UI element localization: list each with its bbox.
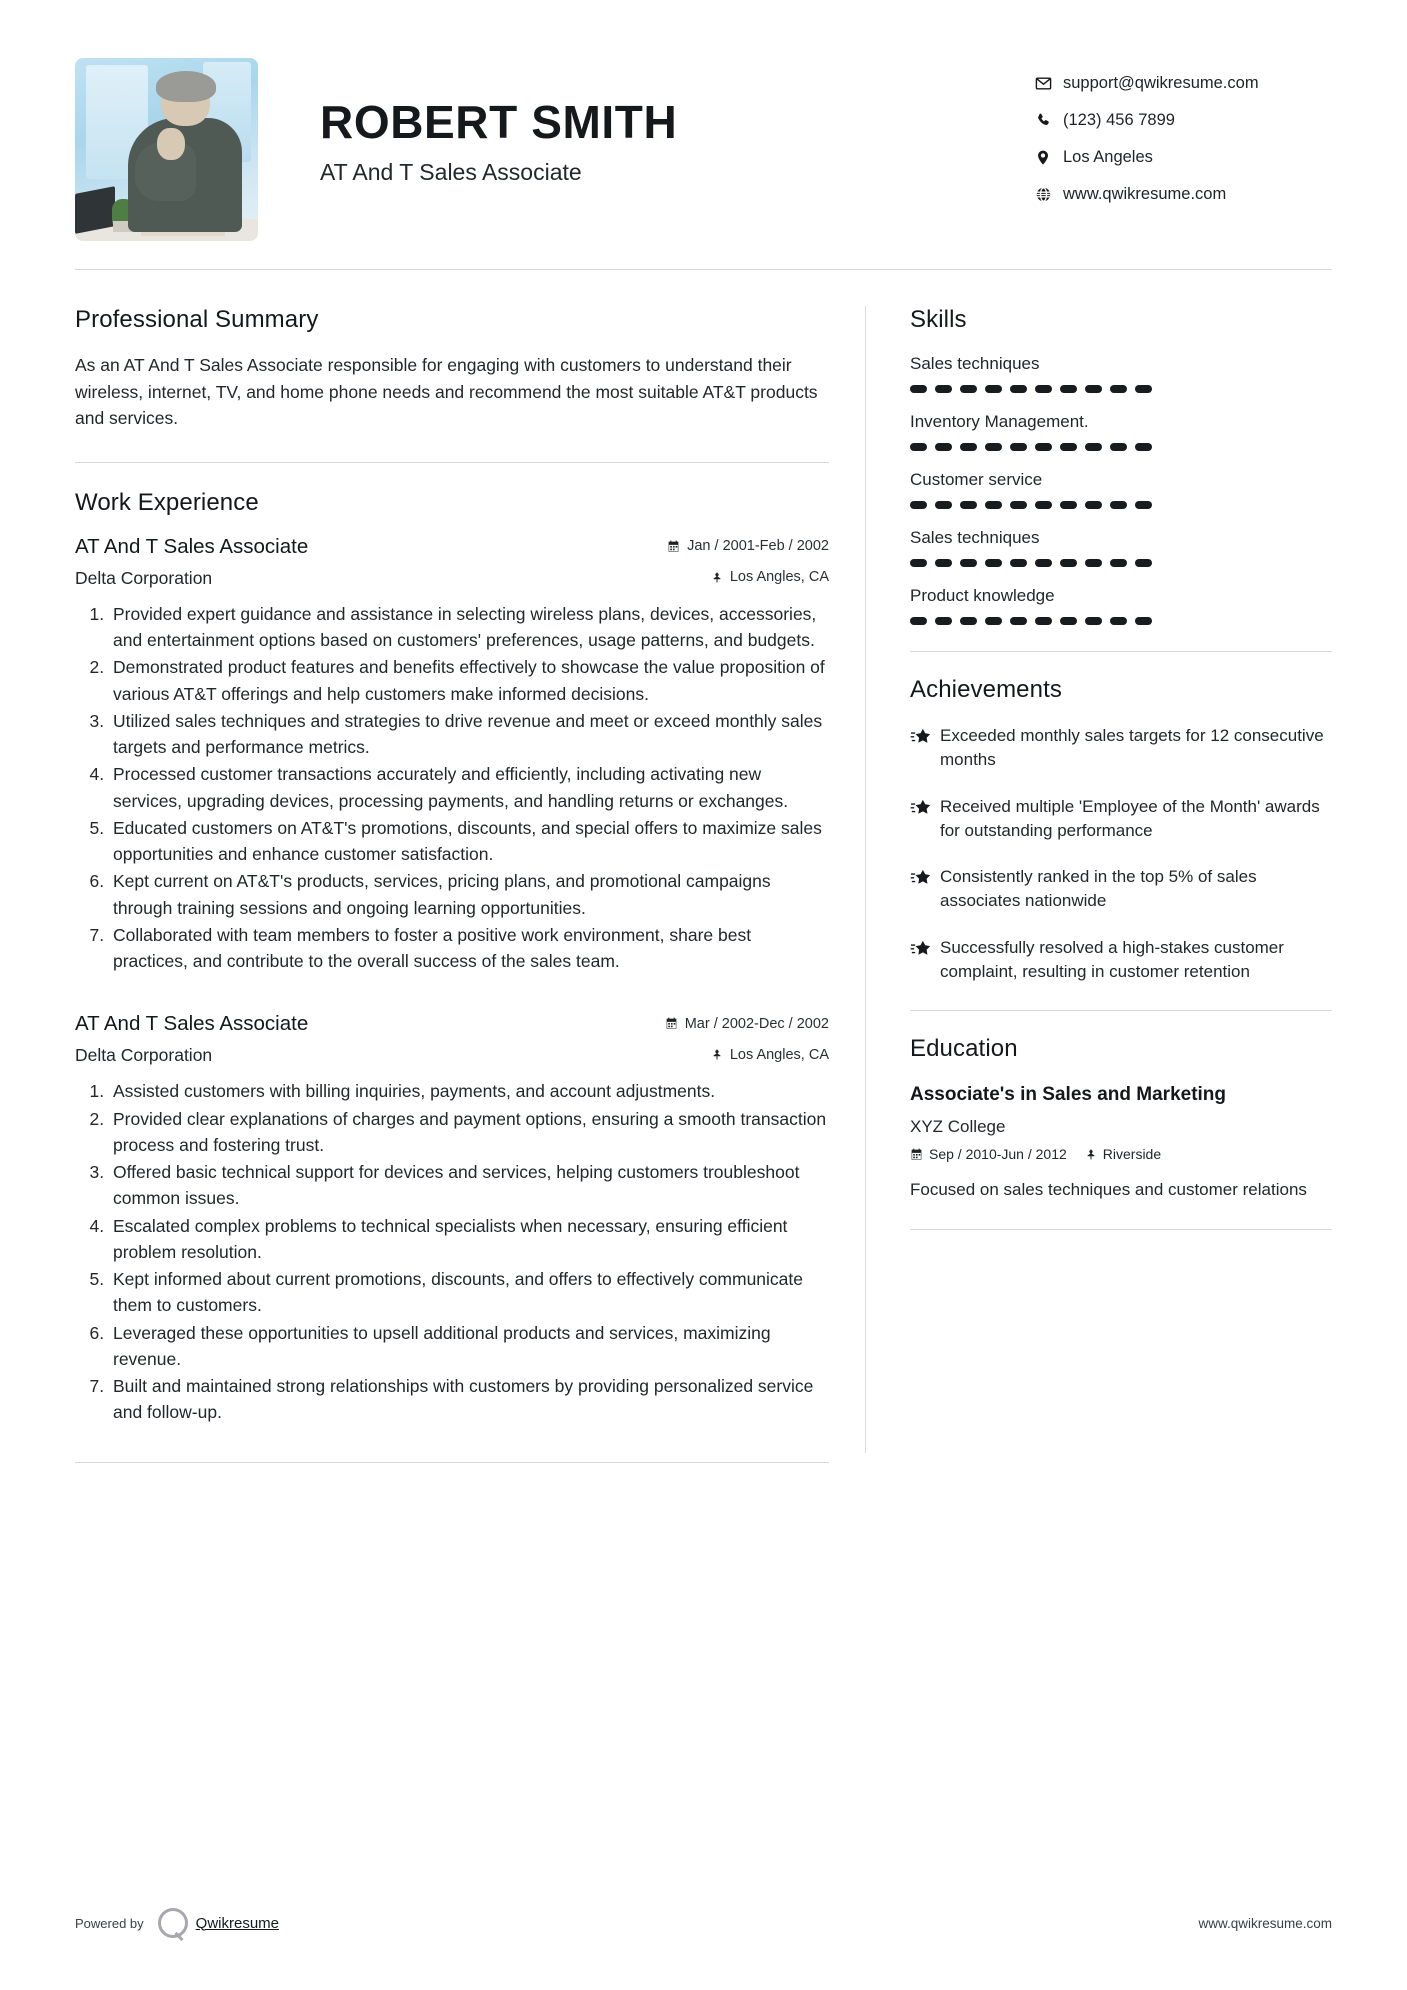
contact-row-location [1032, 148, 1332, 167]
education-dates [910, 1146, 1067, 1162]
achievements-divider [910, 1010, 1332, 1011]
contact-row-website[interactable] [1032, 185, 1332, 204]
summary-heading: Professional Summary [75, 306, 319, 333]
calendar-icon [667, 540, 680, 553]
job-bullet: 2. Demonstrated product features and benefits effectively to showcase the value proposition of various AT&T offerings and help customers make informed decisions. [109, 654, 829, 707]
job-location [711, 1047, 829, 1063]
envelope-icon [1032, 75, 1054, 92]
skill-item [910, 528, 1332, 567]
summary-text: As an AT And T Sales Associate responsible for engaging with customers to understand their wireless, internet, TV, and home phone needs and recommend the most suitable AT&T products and services. [75, 355, 818, 429]
job-bullet: 6. Leveraged these opportunities to upsell additional products and services, maximizing revenue. [109, 1320, 829, 1373]
education-location-text: Riverside [1102, 1146, 1162, 1163]
skill-item [910, 470, 1332, 509]
candidate-job-title: AT And T Sales Associate [320, 158, 582, 185]
job-bullet: 3. Utilized sales techniques and strategies to drive revenue and meet or exceed monthly sales targets and performance metrics. [109, 708, 829, 761]
footer-website[interactable]: www.qwikresume.com [1198, 1915, 1332, 1931]
contact-phone: (123) 456 7899 [1063, 111, 1175, 129]
phone-icon [1032, 112, 1054, 129]
job-bullet: 6. Kept current on AT&T's products, services, pricing plans, and promotional campaigns through training sessions and ongoing learning opportunities. [109, 868, 829, 921]
job-dates-text: Mar / 2002-Dec / 2002 [684, 1015, 829, 1032]
shooting-star-icon [910, 724, 940, 773]
job-bullet: 1. Assisted customers with billing inquiries, payments, and account adjustments. [109, 1078, 829, 1104]
job-location-text: Los Angles, CA [729, 1046, 829, 1063]
education-degree: Associate's in Sales and Marketing [910, 1084, 1227, 1106]
qwikresume-brand-link[interactable]: Qwikresume [195, 1914, 280, 1932]
main-column [75, 270, 865, 1463]
location-pin-icon [1032, 149, 1054, 166]
sidebar-column [866, 270, 1332, 1463]
work-experience-heading: Work Experience [75, 488, 259, 516]
skill-name: Sales techniques [910, 354, 1040, 373]
work-experience-entry [75, 1012, 829, 1425]
skill-item [910, 412, 1332, 451]
achievement-text: Exceeded monthly sales targets for 12 consecutive months [940, 726, 1324, 770]
achievement-item [910, 865, 1332, 914]
achievement-text: Successfully resolved a high-stakes customer complaint, resulting in customer retention [940, 937, 1284, 982]
skill-level-bar [910, 385, 1332, 393]
resume-body [75, 270, 1332, 1463]
job-bullet: 3. Offered basic technical support for devices and services, helping customers troubleshoot common issues. [109, 1159, 829, 1212]
skills-heading: Skills [910, 306, 967, 333]
globe-icon [1032, 186, 1054, 203]
skill-level-bar [910, 617, 1332, 625]
job-bullet: 1. Provided expert guidance and assistance in selecting wireless plans, devices, accessories, and entertainment options based on customers' preferences, usage patterns, and budgets. [109, 601, 829, 654]
job-bullets [75, 601, 829, 975]
contact-row-email[interactable] [1032, 74, 1332, 93]
education-heading: Education [910, 1035, 1018, 1063]
achievement-item [910, 936, 1332, 985]
powered-by-label: Powered by [75, 1915, 144, 1931]
name-block [320, 58, 677, 186]
skill-level-bar [910, 559, 1332, 567]
job-bullet: 5. Kept informed about current promotions, discounts, and offers to effectively communicate them to customers. [109, 1266, 829, 1319]
shooting-star-icon [910, 865, 940, 914]
job-location [711, 569, 829, 585]
contact-list [1032, 58, 1332, 222]
achievement-text: Received multiple 'Employee of the Month' awards for outstanding performance [940, 796, 1320, 840]
job-location-text: Los Angles, CA [729, 569, 829, 586]
skill-name: Product knowledge [910, 586, 1055, 605]
contact-row-phone[interactable] [1032, 111, 1332, 130]
job-dates-text: Jan / 2001-Feb / 2002 [687, 538, 829, 555]
skill-item [910, 586, 1332, 625]
job-bullet: 4. Escalated complex problems to technical specialists when necessary, ensuring efficient problem resolution. [109, 1213, 829, 1266]
job-bullet: 4. Processed customer transactions accurately and efficiently, including activating new services, upgrading devices, processing payments, and handling returns or exchanges. [109, 761, 829, 814]
shooting-star-icon [910, 936, 940, 985]
contact-email: support@qwikresume.com [1063, 74, 1259, 92]
education-dates-text: Sep / 2010-Jun / 2012 [929, 1146, 1067, 1163]
map-pin-icon [711, 571, 723, 584]
skill-name: Sales techniques [910, 528, 1040, 547]
calendar-icon [665, 1017, 678, 1030]
job-bullets [75, 1078, 829, 1425]
map-pin-icon [1085, 1148, 1097, 1161]
skill-name: Customer service [910, 470, 1043, 489]
contact-location: Los Angeles [1063, 148, 1153, 166]
achievements-heading: Achievements [910, 676, 1062, 703]
calendar-icon [910, 1148, 923, 1161]
resume-header [75, 0, 1332, 241]
education-location [1085, 1146, 1161, 1162]
job-dates [665, 1016, 829, 1032]
job-dates [667, 538, 829, 554]
achievement-item [910, 795, 1332, 844]
summary-divider [75, 462, 829, 463]
job-role: AT And T Sales Associate [75, 534, 309, 558]
skill-item [910, 354, 1332, 393]
education-note: Focused on sales techniques and customer relations [910, 1180, 1307, 1200]
work-experience-entry [75, 535, 829, 975]
achievement-item [910, 724, 1332, 773]
candidate-name: ROBERT SMITH [320, 96, 678, 148]
job-bullet: 2. Provided clear explanations of charges and payment options, ensuring a smooth transaction process and fostering trust. [109, 1106, 829, 1159]
skill-level-bar [910, 501, 1332, 509]
job-role: AT And T Sales Associate [75, 1012, 309, 1036]
qwikresume-logo-icon [158, 1908, 188, 1938]
job-company: Delta Corporation [75, 1045, 213, 1066]
job-bullet: 7. Built and maintained strong relationships with customers by providing personalized service and follow-up. [109, 1373, 829, 1426]
contact-website: www.qwikresume.com [1063, 185, 1227, 203]
education-school: XYZ College [910, 1117, 1006, 1137]
job-bullet: 5. Educated customers on AT&T's promotions, discounts, and special offers to maximize sales opportunities and enhance customer satisfaction. [109, 815, 829, 868]
job-company: Delta Corporation [75, 567, 213, 588]
page-footer [75, 1908, 1332, 1938]
profile-photo [75, 58, 258, 241]
work-experience-bottom-divider [75, 1462, 829, 1463]
skill-name: Inventory Management. [910, 412, 1089, 431]
achievement-text: Consistently ranked in the top 5% of sales associates nationwide [940, 867, 1257, 911]
skills-divider [910, 651, 1332, 652]
job-bullet: 7. Collaborated with team members to foster a positive work environment, share best practices, and contribute to the overall success of the sales team. [109, 922, 829, 975]
shooting-star-icon [910, 795, 940, 844]
skill-level-bar [910, 443, 1332, 451]
education-entry [910, 1083, 1332, 1202]
education-divider [910, 1229, 1332, 1230]
map-pin-icon [711, 1048, 723, 1061]
